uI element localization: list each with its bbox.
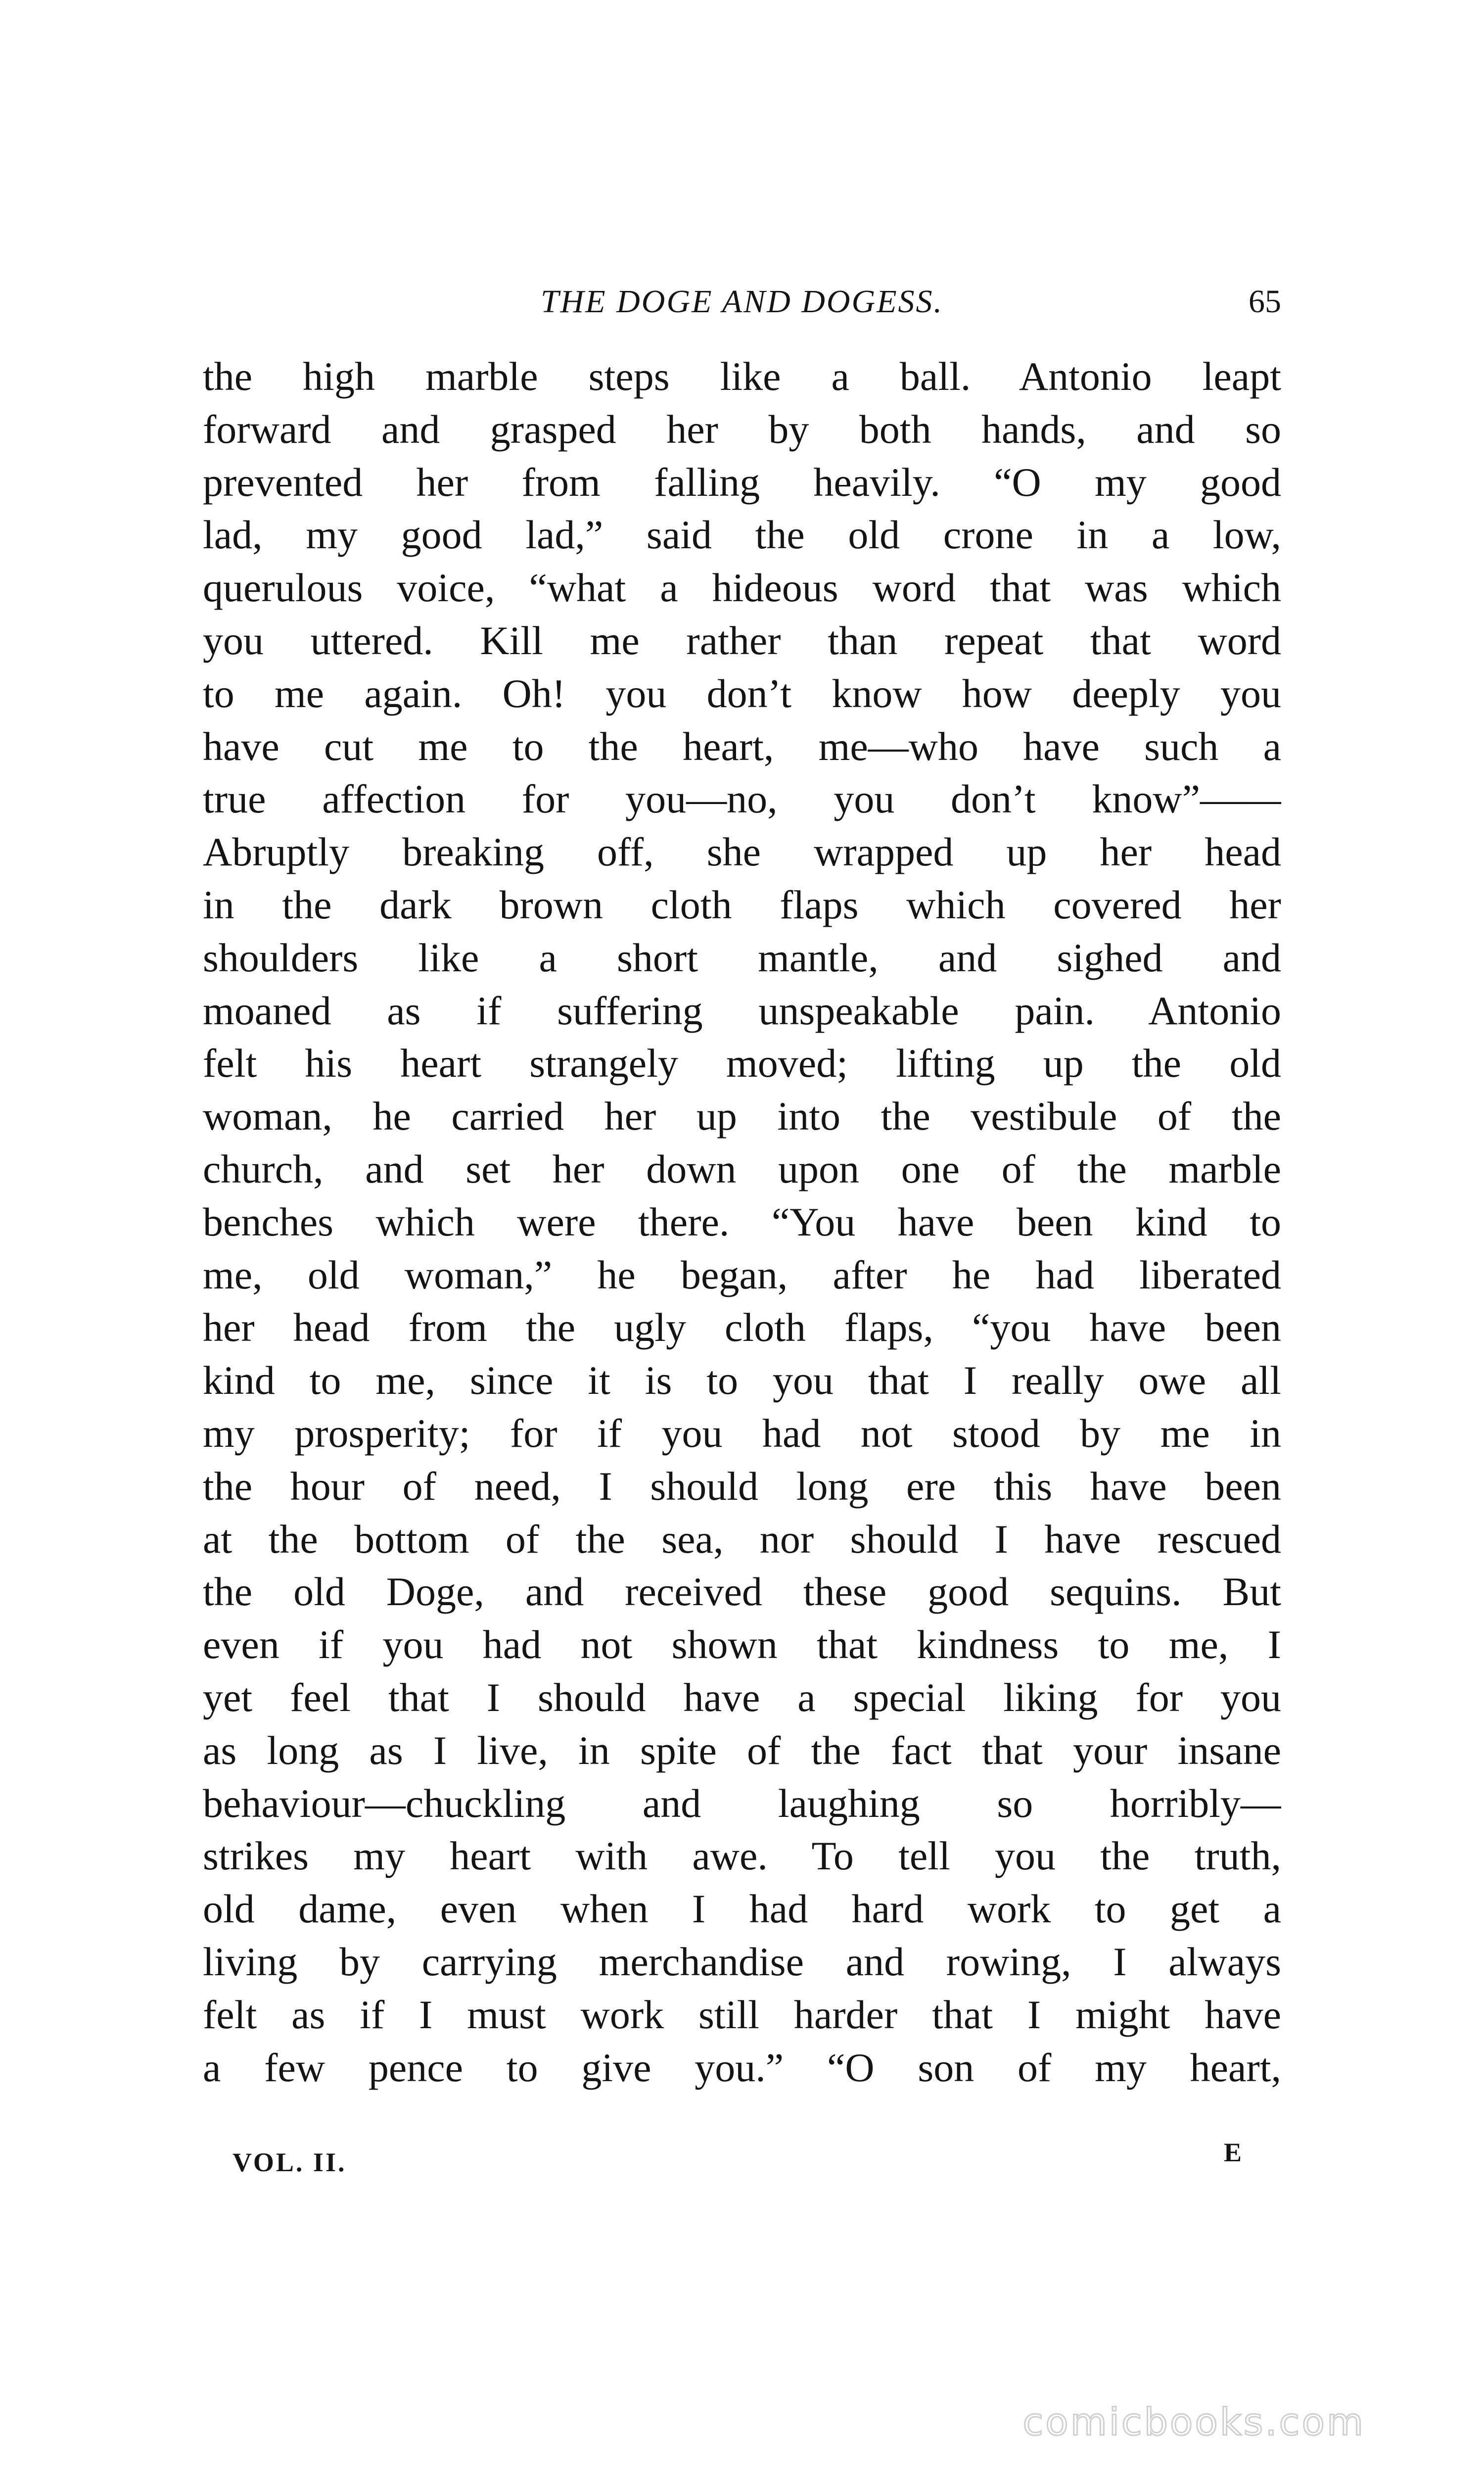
text-line: have cut me to the heart, me—who have such a (203, 723, 1281, 769)
text-line: Abruptly breaking off, she wrapped up her head (203, 829, 1281, 875)
running-title: THE DOGE AND DOGESS. (540, 284, 944, 320)
text-line: her head from the ugly cloth flaps, “you have been (203, 1305, 1281, 1350)
body-text (203, 350, 1281, 2094)
text-line: in the dark brown cloth flaps which covered her (203, 882, 1281, 927)
text-line: me, old woman,” he began, after he had liberated (203, 1252, 1281, 1297)
text-line: shoulders like a short mantle, and sighed and (203, 935, 1281, 980)
text-line: old dame, even when I had hard work to get a (203, 1886, 1281, 1932)
text-line: as long as I live, in spite of the fact that your insane (203, 1727, 1281, 1773)
volume-mark: VOL. II. (232, 2147, 347, 2177)
text-line: the high marble steps like a ball. Antonio leapt (203, 354, 1281, 399)
text-line: the old Doge, and received these good sequins. But (203, 1569, 1281, 1615)
text-line: a few pence to give you.” “O son of my heart, (203, 2045, 1281, 2090)
text-line: you uttered. Kill me rather than repeat that word (203, 618, 1281, 663)
text-line: yet feel that I should have a special liking for you (203, 1674, 1281, 1720)
text-line: querulous voice, “what a hideous word that was which (203, 565, 1281, 611)
text-line: lad, my good lad,” said the old crone in a low, (203, 512, 1281, 558)
signature-mark: E (1223, 2138, 1242, 2167)
page-footer (203, 2138, 1281, 2182)
text-line: strikes my heart with awe. To tell you the truth, (203, 1833, 1281, 1879)
text-line: felt his heart strangely moved; lifting up the old (203, 1041, 1281, 1086)
text-line: at the bottom of the sea, nor should I have rescued (203, 1516, 1281, 1562)
text-line: woman, he carried her up into the vestibule of the (203, 1094, 1281, 1139)
text-line: my prosperity; for if you had not stood by me in (203, 1410, 1281, 1456)
text-line: true affection for you—no, you don’t know”—— (203, 776, 1281, 822)
text-line: church, and set her down upon one of the marble (203, 1146, 1281, 1191)
text-line: prevented her from falling heavily. “O my good (203, 459, 1281, 505)
text-line: the hour of need, I should long ere this have been (203, 1463, 1281, 1509)
text-line: living by carrying merchandise and rowing, I always (203, 1939, 1281, 1984)
text-line: behaviour—chuckling and laughing so horribly— (203, 1780, 1281, 1826)
text-line: kind to me, since it is to you that I really owe all (203, 1358, 1281, 1403)
text-line: forward and grasped her by both hands, and so (203, 406, 1281, 452)
running-head (203, 277, 1281, 327)
text-line: benches which were there. “You have been kind to (203, 1199, 1281, 1244)
text-line: even if you had not shown that kindness to me, I (203, 1622, 1281, 1667)
text-line: moaned as if suffering unspeakable pain. Antonio (203, 988, 1281, 1033)
watermark: comicbooks.com (1022, 2400, 1365, 2444)
text-line: to me again. Oh! you don’t know how deeply you (203, 670, 1281, 716)
text-line: felt as if I must work still harder that I might have (203, 1992, 1281, 2037)
page-number: 65 (1249, 284, 1281, 320)
